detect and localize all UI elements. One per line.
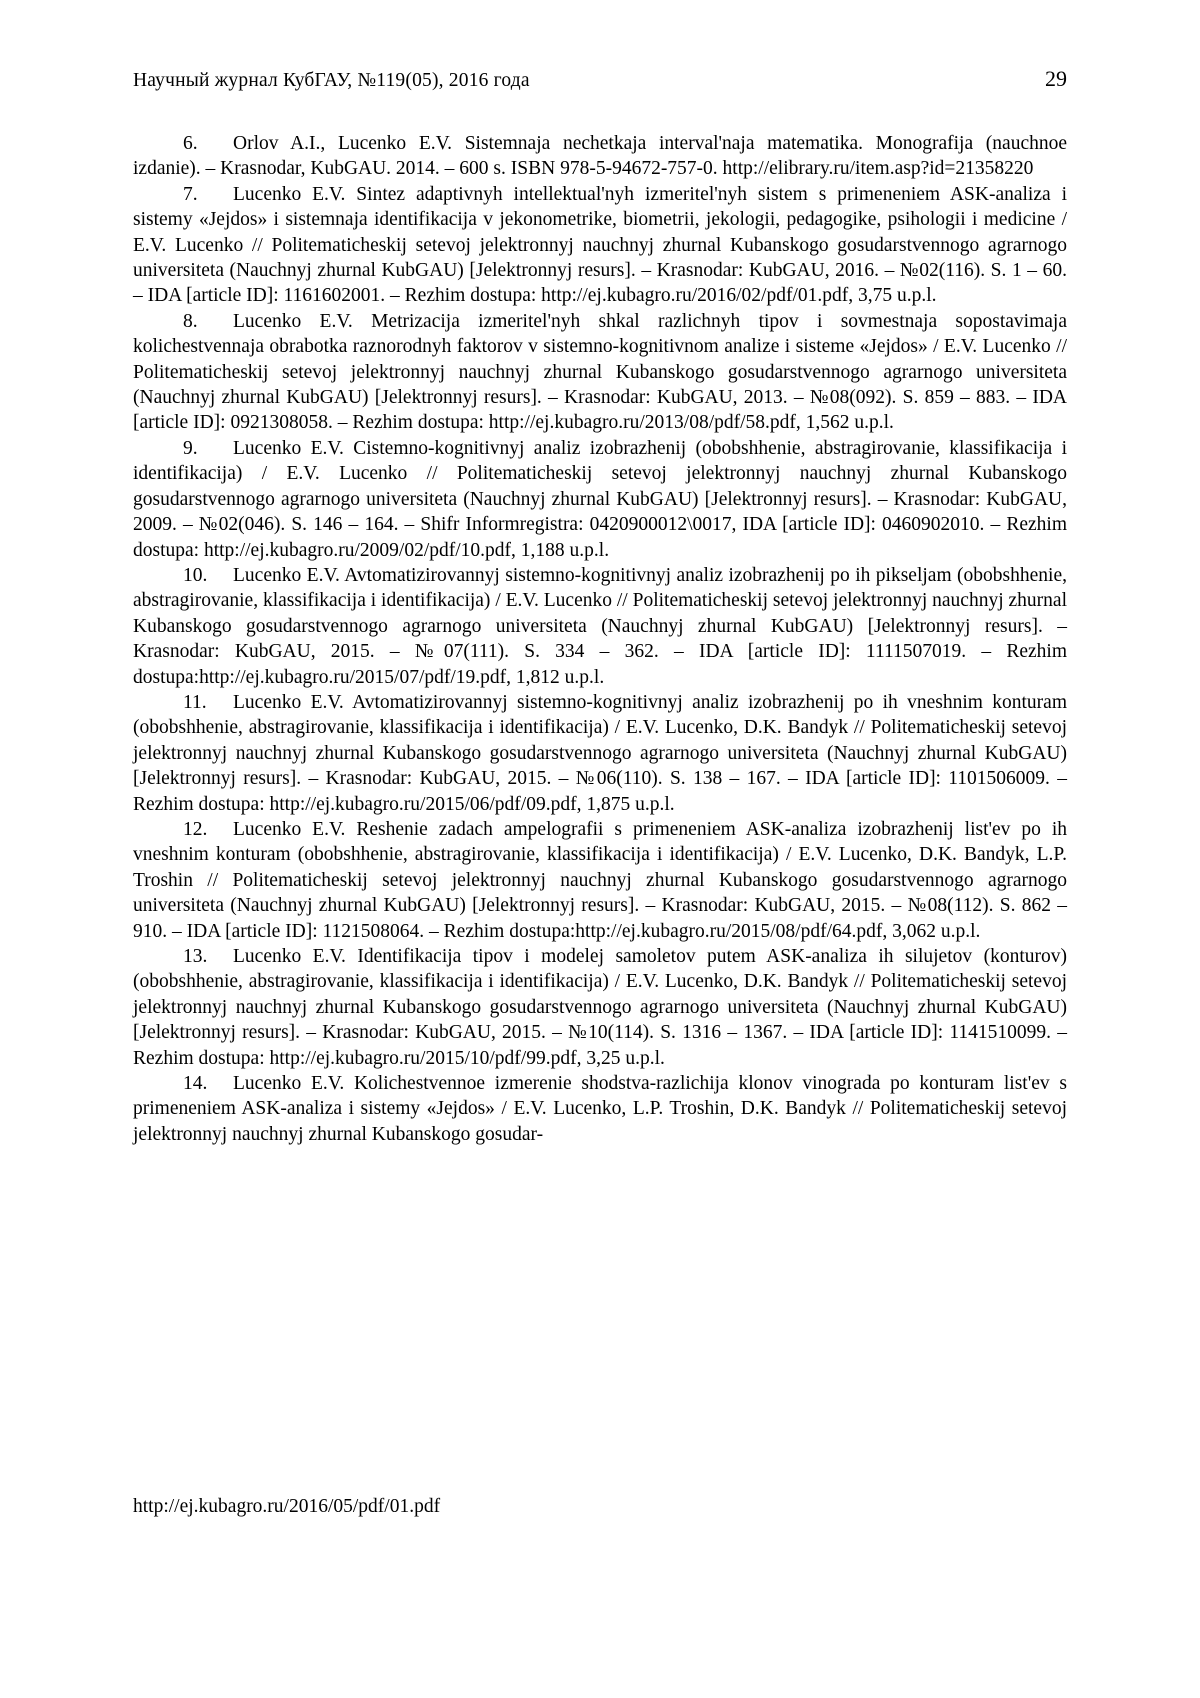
reference-number: 7. bbox=[183, 183, 198, 205]
reference-text: Lucenko E.V. Cistemno-kognitivnyj analiz izobrazhenij (obobshhenie, abstragirovanie, klassifikacija i identifikacija) / E.V. Lucenko // Politematicheskij setevoj jelektronnyj nauchnyj zhurnal Kubanskogo gosudarstvennogo agrarnogo universiteta (Nauchnyj zhurnal KubGAU) [Jelektronnyj resurs]. – Krasnodar: KubGAU, 2009. – №02(046). S. 146 – 164. – Shifr Informregistra: 0420900012\0017, IDA [article ID]: 0460902010. – Rezhim dostupa: http://ej.kubagro.ru/2009/02/pdf/10.pdf, 1,188 u.p.l. bbox=[133, 437, 1067, 561]
reference-item-11 bbox=[133, 690, 1067, 817]
footer-url: http://ej.kubagro.ru/2016/05/pdf/01.pdf bbox=[133, 1496, 441, 1517]
reference-number: 8. bbox=[183, 310, 198, 332]
page-header bbox=[133, 66, 1067, 92]
reference-item-12 bbox=[133, 817, 1067, 944]
reference-text: Lucenko E.V. Metrizacija izmeritel'nyh shkal razlichnyh tipov i sovmestnaja sopostavimaja kolichestvennaja obrabotka raznorodnyh faktorov v sistemno-kognitivnom analize i sisteme «Jejdos» / E.V. Lucenko // Politematicheskij setevoj jelektronnyj nauchnyj zhurnal Kubanskogo gosudarstvennogo agrarnogo universiteta (Nauchnyj zhurnal KubGAU) [Jelektronnyj resurs]. – Krasnodar: KubGAU, 2013. – №08(092). S. 859 – 883. – IDA [article ID]: 0921308058. – Rezhim dostupa: http://ej.kubagro.ru/2013/08/pdf/58.pdf, 1,562 u.p.l. bbox=[133, 310, 1067, 434]
reference-number: 6. bbox=[183, 133, 198, 154]
reference-item-10 bbox=[133, 563, 1067, 690]
reference-number: 10. bbox=[183, 564, 208, 586]
references-list bbox=[133, 131, 1067, 1147]
reference-text: Orlov A.I., Lucenko E.V. Sistemnaja nechetkaja interval'naja matematika. Monografija (nauchnoe izdanie). – Krasnodar, KubGAU. 2014. – 600 s. ISBN 978-5-94672-757-0. http://elibrary.ru/item.asp?id=21358220 bbox=[133, 133, 1067, 180]
reference-text: Lucenko E.V. Avtomatizirovannyj sistemno-kognitivnyj analiz izobrazhenij po ih pikseljam (obobshhenie, abstragirovanie, klassifikacija i identifikacija) / E.V. Lucenko // Politematicheskij setevoj jelektronnyj nauchnyj zhurnal Kubanskogo gosudarstvennogo agrarnogo universiteta (Nauchnyj zhurnal KubGAU) [Jelektronnyj resurs]. – Krasnodar: KubGAU, 2015. – №07(111). S. 334 – 362. – IDA [article ID]: 1111507019. – Rezhim dostupa:http://ej.kubagro.ru/2015/07/pdf/19.pdf, 1,812 u.p.l. bbox=[133, 564, 1067, 688]
reference-number: 9. bbox=[183, 437, 198, 459]
reference-item-9 bbox=[133, 436, 1067, 563]
reference-item-6 bbox=[133, 131, 1067, 182]
journal-title: Научный журнал КубГАУ, №119(05), 2016 года bbox=[133, 70, 530, 91]
reference-item-14 bbox=[133, 1071, 1067, 1147]
reference-item-8 bbox=[133, 309, 1067, 436]
page-number: 29 bbox=[1045, 66, 1067, 91]
reference-number: 11. bbox=[183, 691, 207, 713]
page-footer bbox=[133, 1496, 440, 1518]
reference-text: Lucenko E.V. Identifikacija tipov i modelej samoletov putem ASK-analiza ih silujetov (konturov) (obobshhenie, abstragirovanie, klassifikacija i identifikacija) / E.V. Lucenko, D.K. Bandyk // Politematicheskij setevoj jelektronnyj nauchnyj zhurnal Kubanskogo gosudarstvennogo agrarnogo universiteta (Nauchnyj zhurnal KubGAU) [Jelektronnyj resurs]. – Krasnodar: KubGAU, 2015. – №10(114). S. 1316 – 1367. – IDA [article ID]: 1141510099. – Rezhim dostupa: http://ej.kubagro.ru/2015/10/pdf/99.pdf, 3,25 u.p.l. bbox=[133, 946, 1067, 1069]
reference-number: 12. bbox=[183, 818, 208, 840]
reference-text: Lucenko E.V. Avtomatizirovannyj sistemno-kognitivnyj analiz izobrazhenij po ih vneshnim konturam (obobshhenie, abstragirovanie, klassifikacija i identifikacija) / E.V. Lucenko, D.K. Bandyk // Politematicheskij setevoj jelektronnyj nauchnyj zhurnal Kubanskogo gosudarstvennogo agrarnogo universiteta (Nauchnyj zhurnal KubGAU) [Jelektronnyj resurs]. – Krasnodar: KubGAU, 2015. – №06(110). S. 138 – 167. – IDA [article ID]: 1101506009. – Rezhim dostupa: http://ej.kubagro.ru/2015/06/pdf/09.pdf, 1,875 u.p.l. bbox=[133, 691, 1067, 815]
reference-text: Lucenko E.V. Kolichestvennoe izmerenie shodstva-razlichija klonov vinograda po konturam list'ev s primeneniem ASK-analiza i sistemy «Jejdos» / E.V. Lucenko, L.P. Troshin, D.K. Bandyk // Politematicheskij setevoj jelektronnyj nauchnyj zhurnal Kubanskogo gosudar- bbox=[133, 1073, 1067, 1145]
reference-item-7 bbox=[133, 182, 1067, 309]
reference-item-13 bbox=[133, 944, 1067, 1071]
reference-text: Lucenko E.V. Reshenie zadach ampelografii s primeneniem ASK-analiza izobrazhenij list'ev po ih vneshnim konturam (obobshhenie, abstragirovanie, klassifikacija i identifikacija) / E.V. Lucenko, D.K. Bandyk, L.P. Troshin // Politematicheskij setevoj jelektronnyj nauchnyj zhurnal Kubanskogo gosudarstvennogo agrarnogo universiteta (Nauchnyj zhurnal KubGAU) [Jelektronnyj resurs]. – Krasnodar: KubGAU, 2015. – №08(112). S. 862 – 910. – IDA [article ID]: 1121508064. – Rezhim dostupa:http://ej.kubagro.ru/2015/08/pdf/64.pdf, 3,062 u.p.l. bbox=[133, 818, 1067, 942]
reference-number: 14. bbox=[183, 1073, 208, 1095]
reference-number: 13. bbox=[183, 946, 208, 967]
reference-text: Lucenko E.V. Sintez adaptivnyh intellektual'nyh izmeritel'nyh sistem s primeneniem ASK-analiza i sistemy «Jejdos» i sistemnaja identifikacija v jekonometrike, biometrii, jekologii, pedagogike, psihologii i medicine / E.V. Lucenko // Politematicheskij setevoj jelektronnyj nauchnyj zhurnal Kubanskogo gosudarstvennogo agrarnogo universiteta (Nauchnyj zhurnal KubGAU) [Jelektronnyj resurs]. – Krasnodar: KubGAU, 2016. – №02(116). S. 1 – 60. – IDA [article ID]: 1161602001. – Rezhim dostupa: http://ej.kubagro.ru/2016/02/pdf/01.pdf, 3,75 u.p.l. bbox=[133, 183, 1067, 307]
